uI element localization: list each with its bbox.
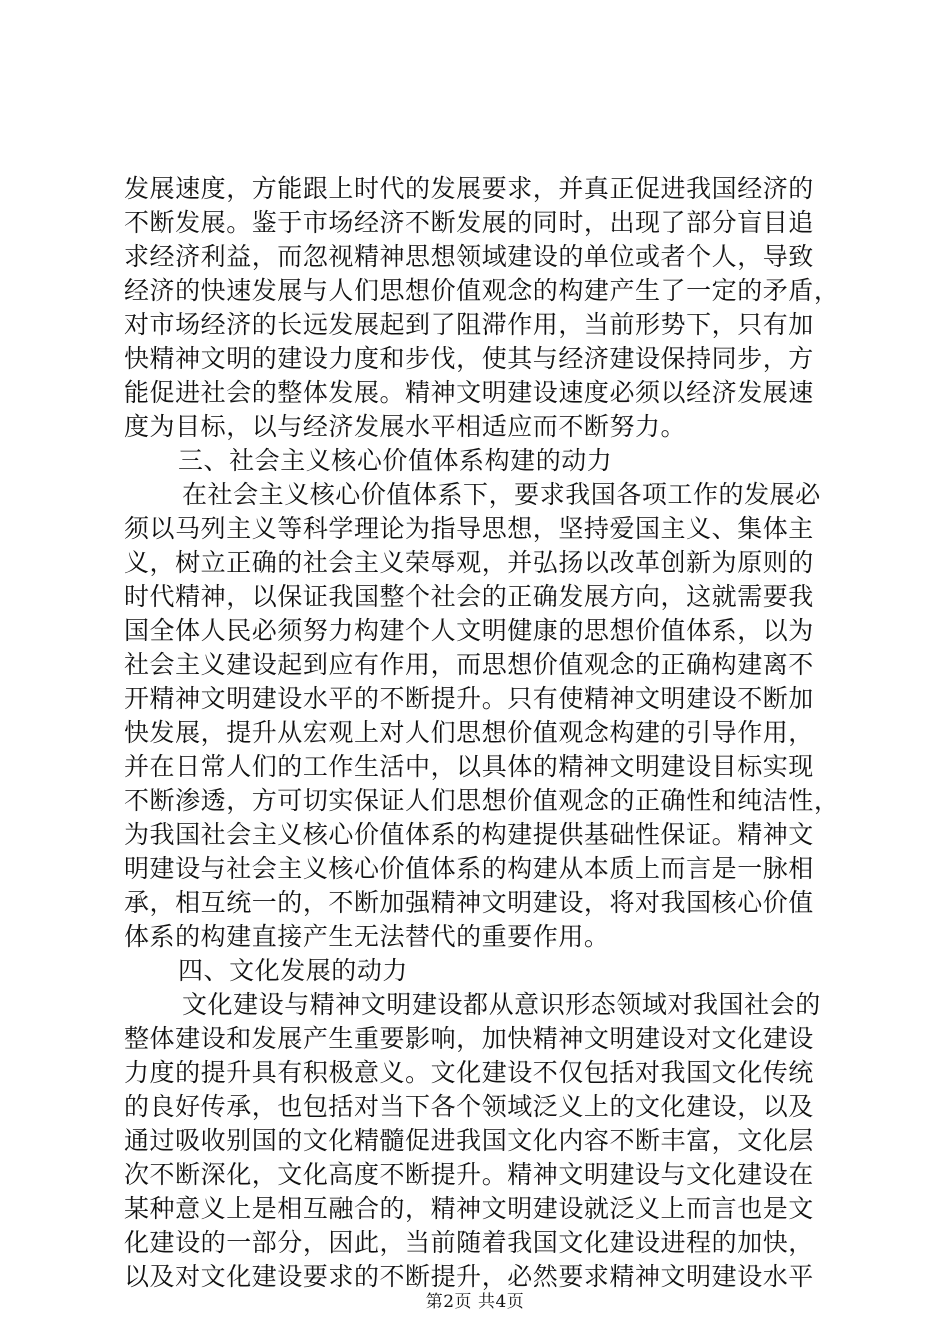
text-line: 能促进社会的整体发展。精神文明建设速度必须以经济发展速: [124, 378, 814, 407]
text-line: 体系的构建直接产生无法替代的重要作用。: [124, 922, 610, 951]
paragraph-first-line: 文化建设与精神文明建设都从意识形态领域对我国社会的: [182, 990, 821, 1019]
text-line: 对市场经济的长远发展起到了阻滞作用，当前形势下，只有加: [124, 310, 814, 339]
text-line: 次不断深化，文化高度不断提升。精神文明建设与文化建设在: [124, 1160, 814, 1189]
text-line: 整体建设和发展产生重要影响，加快精神文明建设对文化建设: [124, 1024, 814, 1053]
text-line: 某种意义上是相互融合的，精神文明建设就泛义上而言也是文: [124, 1194, 814, 1223]
text-line: 力度的提升具有积极意义。文化建设不仅包括对我国文化传统: [124, 1058, 814, 1087]
text-line: 须以马列主义等科学理论为指导思想，坚持爱国主义、集体主: [124, 514, 814, 543]
text-line: 社会主义建设起到应有作用，而思想价值观念的正确构建离不: [124, 650, 814, 679]
text-line: 明建设与社会主义核心价值体系的构建从本质上而言是一脉相: [124, 854, 814, 883]
text-line: 开精神文明建设水平的不断提升。只有使精神文明建设不断加: [124, 684, 814, 713]
text-line: 不断发展。鉴于市场经济不断发展的同时，出现了部分盲目追: [124, 208, 814, 237]
text-line: 度为目标，以与经济发展水平相适应而不断努力。: [124, 412, 687, 441]
body-text: [124, 172, 840, 1294]
paragraph-first-line: 在社会主义核心价值体系下，要求我国各项工作的发展必: [182, 480, 821, 509]
page-footer: 第2页 共4页: [425, 1292, 525, 1312]
text-line: 快发展，提升从宏观上对人们思想价值观念构建的引导作用，: [124, 718, 814, 747]
text-line: 以及对文化建设要求的不断提升，必然要求精神文明建设水平: [124, 1262, 814, 1291]
text-line: 为我国社会主义核心价值体系的构建提供基础性保证。精神文: [124, 820, 814, 849]
text-line: 义，树立正确的社会主义荣辱观，并弘扬以改革创新为原则的: [124, 548, 814, 577]
text-line: 求经济利益，而忽视精神思想领域建设的单位或者个人，导致: [124, 242, 814, 271]
text-line: 化建设的一部分，因此，当前随着我国文化建设进程的加快，: [124, 1228, 814, 1257]
section-heading: 三、社会主义核心价值体系构建的动力: [178, 446, 613, 475]
text-line: 时代精神，以保证我国整个社会的正确发展方向，这就需要我: [124, 582, 814, 611]
text-line: 的良好传承，也包括对当下各个领域泛义上的文化建设，以及: [124, 1092, 814, 1121]
text-line: 承，相互统一的，不断加强精神文明建设，将对我国核心价值: [124, 888, 814, 917]
text-line: 经济的快速发展与人们思想价值观念的构建产生了一定的矛盾，: [124, 276, 840, 305]
text-line: 并在日常人们的工作生活中，以具体的精神文明建设目标实现: [124, 752, 814, 781]
text-line: 不断渗透，方可切实保证人们思想价值观念的正确性和纯洁性，: [124, 786, 840, 815]
text-line: 快精神文明的建设力度和步伐，使其与经济建设保持同步，方: [124, 344, 814, 373]
text-line: 国全体人民必须努力构建个人文明健康的思想价值体系，以为: [124, 616, 814, 645]
section-heading: 四、文化发展的动力: [178, 956, 408, 985]
text-line: 发展速度，方能跟上时代的发展要求，并真正促进我国经济的: [124, 174, 814, 203]
text-line: 通过吸收别国的文化精髓促进我国文化内容不断丰富，文化层: [124, 1126, 814, 1155]
